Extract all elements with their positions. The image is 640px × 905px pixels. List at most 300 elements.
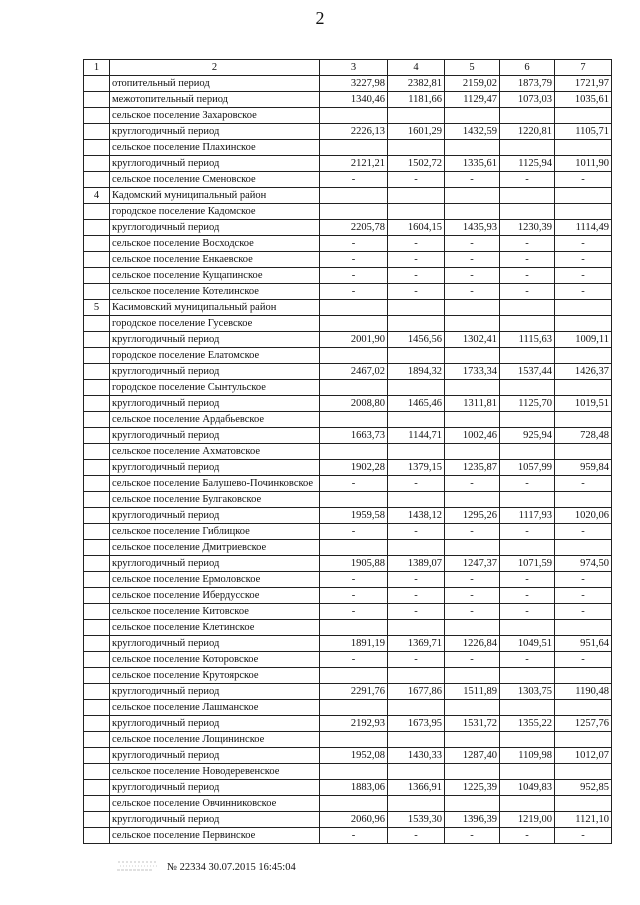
empty-cell: [500, 540, 555, 556]
header-cell: 3: [320, 60, 388, 76]
empty-cell: [320, 316, 388, 332]
value-cell: -: [555, 172, 612, 188]
table-row: [84, 476, 612, 492]
empty-cell: [445, 380, 500, 396]
value-cell: 3227,98: [320, 76, 388, 92]
table-row: [84, 188, 612, 204]
empty-cell: [500, 732, 555, 748]
value-cell: 1601,29: [388, 124, 445, 140]
row-name-cell: сельское поселение Кущапинское: [110, 268, 320, 284]
value-cell: -: [445, 236, 500, 252]
row-number-cell: [84, 764, 110, 780]
value-cell: 1190,48: [555, 684, 612, 700]
row-number-cell: [84, 524, 110, 540]
value-cell: -: [445, 524, 500, 540]
row-name-cell: сельское поселение Балушево-Починковское: [110, 476, 320, 492]
value-cell: 1303,75: [500, 684, 555, 700]
empty-cell: [320, 412, 388, 428]
header-cell: 7: [555, 60, 612, 76]
row-number-cell: [84, 476, 110, 492]
value-cell: -: [388, 284, 445, 300]
value-cell: 951,64: [555, 636, 612, 652]
value-cell: -: [320, 252, 388, 268]
row-name-cell: сельское поселение Захаровское: [110, 108, 320, 124]
table-row: [84, 204, 612, 220]
empty-cell: [320, 140, 388, 156]
value-cell: 2226,13: [320, 124, 388, 140]
table-row: [84, 748, 612, 764]
empty-cell: [388, 764, 445, 780]
empty-cell: [445, 348, 500, 364]
empty-cell: [500, 764, 555, 780]
value-cell: 1905,88: [320, 556, 388, 572]
value-cell: 1219,00: [500, 812, 555, 828]
value-cell: 1959,58: [320, 508, 388, 524]
empty-cell: [555, 412, 612, 428]
value-cell: 2121,21: [320, 156, 388, 172]
empty-cell: [500, 348, 555, 364]
row-name-cell: сельское поселение Лашманское: [110, 700, 320, 716]
row-name-cell: круглогодичный период: [110, 812, 320, 828]
empty-cell: [388, 204, 445, 220]
value-cell: 1105,71: [555, 124, 612, 140]
value-cell: 1883,06: [320, 780, 388, 796]
empty-cell: [555, 108, 612, 124]
empty-cell: [500, 188, 555, 204]
value-cell: 1531,72: [445, 716, 500, 732]
row-number-cell: [84, 316, 110, 332]
value-cell: 1721,97: [555, 76, 612, 92]
row-number-cell: [84, 716, 110, 732]
table-row: [84, 572, 612, 588]
value-cell: -: [500, 572, 555, 588]
row-number-cell: [84, 92, 110, 108]
table-row: [84, 140, 612, 156]
table-row: [84, 716, 612, 732]
empty-cell: [388, 380, 445, 396]
value-cell: 1011,90: [555, 156, 612, 172]
empty-cell: [500, 492, 555, 508]
row-number-cell: [84, 124, 110, 140]
empty-cell: [445, 700, 500, 716]
header-cell: 4: [388, 60, 445, 76]
row-name-cell: сельское поселение Котелинское: [110, 284, 320, 300]
table-row: [84, 732, 612, 748]
empty-cell: [555, 300, 612, 316]
table-row: [84, 828, 612, 844]
empty-cell: [555, 140, 612, 156]
row-name-cell: сельское поселение Клетинское: [110, 620, 320, 636]
empty-cell: [445, 316, 500, 332]
value-cell: 1019,51: [555, 396, 612, 412]
empty-cell: [445, 444, 500, 460]
row-number-cell: [84, 684, 110, 700]
row-name-cell: круглогодичный период: [110, 364, 320, 380]
empty-cell: [500, 444, 555, 460]
value-cell: -: [388, 572, 445, 588]
empty-cell: [388, 412, 445, 428]
row-name-cell: круглогодичный период: [110, 556, 320, 572]
value-cell: 1247,37: [445, 556, 500, 572]
table-row: [84, 604, 612, 620]
value-cell: -: [500, 524, 555, 540]
empty-cell: [388, 108, 445, 124]
row-name-cell: сельское поселение Овчинниковское: [110, 796, 320, 812]
value-cell: 1225,39: [445, 780, 500, 796]
empty-cell: [555, 732, 612, 748]
value-cell: 1438,12: [388, 508, 445, 524]
empty-cell: [445, 492, 500, 508]
value-cell: -: [555, 828, 612, 844]
value-cell: 1114,49: [555, 220, 612, 236]
row-name-cell: сельское поселение Булгаковское: [110, 492, 320, 508]
value-cell: -: [320, 524, 388, 540]
value-cell: 1144,71: [388, 428, 445, 444]
empty-cell: [500, 300, 555, 316]
value-cell: 1430,33: [388, 748, 445, 764]
value-cell: -: [555, 604, 612, 620]
table-row: [84, 700, 612, 716]
empty-cell: [320, 108, 388, 124]
value-cell: -: [445, 588, 500, 604]
table-row: [84, 652, 612, 668]
value-cell: 2192,93: [320, 716, 388, 732]
empty-cell: [388, 140, 445, 156]
value-cell: 1335,61: [445, 156, 500, 172]
row-name-cell: сельское поселение Ермоловское: [110, 572, 320, 588]
value-cell: -: [555, 252, 612, 268]
value-cell: 974,50: [555, 556, 612, 572]
empty-cell: [388, 348, 445, 364]
empty-cell: [320, 540, 388, 556]
empty-cell: [445, 620, 500, 636]
empty-cell: [555, 668, 612, 684]
value-cell: -: [500, 252, 555, 268]
empty-cell: [555, 316, 612, 332]
row-name-cell: круглогодичный период: [110, 508, 320, 524]
row-number-cell: [84, 140, 110, 156]
row-number-cell: [84, 172, 110, 188]
empty-cell: [388, 300, 445, 316]
empty-cell: [445, 796, 500, 812]
empty-cell: [388, 492, 445, 508]
table-row: [84, 108, 612, 124]
empty-cell: [500, 412, 555, 428]
empty-cell: [388, 620, 445, 636]
page-number: 2: [315, 8, 325, 28]
empty-cell: [320, 620, 388, 636]
header-cell: 5: [445, 60, 500, 76]
empty-cell: [388, 796, 445, 812]
row-name-cell: отопительный период: [110, 76, 320, 92]
row-name-cell: сельское поселение Гиблицкое: [110, 524, 320, 540]
row-number-cell: [84, 668, 110, 684]
value-cell: -: [320, 588, 388, 604]
row-name-cell: круглогодичный период: [110, 396, 320, 412]
value-cell: 1295,26: [445, 508, 500, 524]
table-row: [84, 220, 612, 236]
value-cell: -: [500, 284, 555, 300]
table-row: [84, 348, 612, 364]
value-cell: -: [445, 172, 500, 188]
value-cell: 1891,19: [320, 636, 388, 652]
table-row: [84, 396, 612, 412]
table-row: [84, 236, 612, 252]
value-cell: 1020,06: [555, 508, 612, 524]
empty-cell: [320, 700, 388, 716]
value-cell: -: [445, 252, 500, 268]
value-cell: 1604,15: [388, 220, 445, 236]
row-name-cell: круглогодичный период: [110, 428, 320, 444]
row-number-cell: [84, 652, 110, 668]
row-name-cell: круглогодичный период: [110, 124, 320, 140]
table-row: [84, 636, 612, 652]
row-name-cell: сельское поселение Которовское: [110, 652, 320, 668]
value-cell: 1117,93: [500, 508, 555, 524]
table-row: [84, 156, 612, 172]
table-row: [84, 620, 612, 636]
empty-cell: [445, 732, 500, 748]
row-number-cell: [84, 396, 110, 412]
row-name-cell: сельское поселение Ахматовское: [110, 444, 320, 460]
row-number-cell: [84, 380, 110, 396]
row-number-cell: [84, 268, 110, 284]
empty-cell: [555, 492, 612, 508]
header-cell: 1: [84, 60, 110, 76]
value-cell: 1465,46: [388, 396, 445, 412]
row-number-cell: [84, 588, 110, 604]
value-cell: 1109,98: [500, 748, 555, 764]
value-cell: -: [500, 476, 555, 492]
value-cell: 1502,72: [388, 156, 445, 172]
value-cell: -: [555, 268, 612, 284]
empty-cell: [320, 348, 388, 364]
value-cell: -: [388, 828, 445, 844]
value-cell: 2008,80: [320, 396, 388, 412]
value-cell: -: [500, 828, 555, 844]
table-row: [84, 284, 612, 300]
row-number-cell: [84, 236, 110, 252]
empty-cell: [500, 620, 555, 636]
empty-cell: [555, 540, 612, 556]
row-name-cell: городское поселение Гусевское: [110, 316, 320, 332]
value-cell: 1220,81: [500, 124, 555, 140]
table-row: [84, 316, 612, 332]
empty-cell: [500, 796, 555, 812]
value-cell: -: [320, 284, 388, 300]
value-cell: 728,48: [555, 428, 612, 444]
value-cell: 952,85: [555, 780, 612, 796]
value-cell: -: [500, 588, 555, 604]
value-cell: 1115,63: [500, 332, 555, 348]
value-cell: -: [320, 172, 388, 188]
value-cell: -: [388, 268, 445, 284]
row-name-cell: сельское поселение Плахинское: [110, 140, 320, 156]
value-cell: 1673,95: [388, 716, 445, 732]
empty-cell: [555, 796, 612, 812]
row-number-cell: [84, 220, 110, 236]
value-cell: 959,84: [555, 460, 612, 476]
empty-cell: [388, 188, 445, 204]
empty-cell: [320, 204, 388, 220]
value-cell: -: [445, 828, 500, 844]
value-cell: -: [555, 524, 612, 540]
row-name-cell: сельское поселение Новодеревенское: [110, 764, 320, 780]
value-cell: 1389,07: [388, 556, 445, 572]
empty-cell: [445, 188, 500, 204]
row-name-cell: сельское поселение Сменовское: [110, 172, 320, 188]
row-number-cell: [84, 636, 110, 652]
value-cell: -: [555, 588, 612, 604]
value-cell: 2159,02: [445, 76, 500, 92]
value-cell: 1379,15: [388, 460, 445, 476]
value-cell: -: [445, 284, 500, 300]
value-cell: -: [500, 652, 555, 668]
empty-cell: [445, 668, 500, 684]
row-name-cell: сельское поселение Енкаевское: [110, 252, 320, 268]
row-number-cell: [84, 460, 110, 476]
value-cell: -: [320, 572, 388, 588]
empty-cell: [445, 204, 500, 220]
value-cell: -: [388, 236, 445, 252]
empty-cell: [445, 300, 500, 316]
table-row: [84, 76, 612, 92]
row-number-cell: [84, 444, 110, 460]
value-cell: 1181,66: [388, 92, 445, 108]
value-cell: 1235,87: [445, 460, 500, 476]
row-name-cell: круглогодичный период: [110, 716, 320, 732]
empty-cell: [555, 348, 612, 364]
value-cell: 1230,39: [500, 220, 555, 236]
table-row: [84, 92, 612, 108]
table-row: [84, 668, 612, 684]
value-cell: 1435,93: [445, 220, 500, 236]
value-cell: -: [555, 652, 612, 668]
row-number-cell: [84, 732, 110, 748]
value-cell: 1369,71: [388, 636, 445, 652]
value-cell: -: [388, 524, 445, 540]
row-number-cell: [84, 620, 110, 636]
value-cell: -: [388, 172, 445, 188]
row-name-cell: городское поселение Сынтульское: [110, 380, 320, 396]
row-number-cell: [84, 828, 110, 844]
value-cell: -: [500, 604, 555, 620]
table-row: [84, 588, 612, 604]
table-row: [84, 300, 612, 316]
value-cell: 2060,96: [320, 812, 388, 828]
empty-cell: [445, 140, 500, 156]
value-cell: -: [388, 652, 445, 668]
table-row: [84, 540, 612, 556]
empty-cell: [500, 668, 555, 684]
table-row: [84, 268, 612, 284]
value-cell: 2467,02: [320, 364, 388, 380]
row-name-cell: круглогодичный период: [110, 220, 320, 236]
row-number-cell: [84, 364, 110, 380]
table-row: [84, 380, 612, 396]
table-row: [84, 556, 612, 572]
value-cell: 1129,47: [445, 92, 500, 108]
value-cell: 1125,94: [500, 156, 555, 172]
value-cell: 1311,81: [445, 396, 500, 412]
value-cell: 1432,59: [445, 124, 500, 140]
row-number-cell: [84, 556, 110, 572]
value-cell: 1035,61: [555, 92, 612, 108]
row-number-cell: [84, 492, 110, 508]
empty-cell: [388, 316, 445, 332]
empty-cell: [500, 204, 555, 220]
row-name-cell: городское поселение Кадомское: [110, 204, 320, 220]
empty-cell: [320, 732, 388, 748]
row-name-cell: сельское поселение Первинское: [110, 828, 320, 844]
value-cell: -: [320, 652, 388, 668]
row-name-cell: круглогодичный период: [110, 780, 320, 796]
value-cell: -: [388, 588, 445, 604]
table-row: [84, 252, 612, 268]
value-cell: -: [445, 572, 500, 588]
row-number-cell: [84, 748, 110, 764]
row-name-cell: Кадомский муниципальный район: [110, 188, 320, 204]
row-number-cell: [84, 252, 110, 268]
empty-cell: [320, 380, 388, 396]
table-row: [84, 764, 612, 780]
value-cell: 1511,89: [445, 684, 500, 700]
row-number-cell: [84, 700, 110, 716]
value-cell: -: [320, 268, 388, 284]
table-row: [84, 492, 612, 508]
row-number-cell: [84, 284, 110, 300]
empty-cell: [388, 540, 445, 556]
row-number-cell: [84, 332, 110, 348]
row-name-cell: сельское поселение Восходское: [110, 236, 320, 252]
empty-cell: [320, 188, 388, 204]
row-name-cell: сельское поселение Ибердусское: [110, 588, 320, 604]
empty-cell: [555, 764, 612, 780]
value-cell: 1009,11: [555, 332, 612, 348]
table-row: [84, 780, 612, 796]
value-cell: 1366,91: [388, 780, 445, 796]
empty-cell: [500, 700, 555, 716]
empty-cell: [320, 444, 388, 460]
table-row: [84, 364, 612, 380]
value-cell: -: [320, 828, 388, 844]
value-cell: 1226,84: [445, 636, 500, 652]
table-row: [84, 684, 612, 700]
value-cell: -: [320, 476, 388, 492]
empty-cell: [555, 700, 612, 716]
row-number-cell: [84, 156, 110, 172]
value-cell: 1002,46: [445, 428, 500, 444]
row-number-cell: [84, 76, 110, 92]
empty-cell: [388, 732, 445, 748]
value-cell: -: [320, 604, 388, 620]
row-name-cell: сельское поселение Лощининское: [110, 732, 320, 748]
table-row: [84, 796, 612, 812]
empty-cell: [555, 444, 612, 460]
empty-cell: [445, 540, 500, 556]
value-cell: 1396,39: [445, 812, 500, 828]
value-cell: 1355,22: [500, 716, 555, 732]
row-number-cell: 4: [84, 188, 110, 204]
row-number-cell: [84, 540, 110, 556]
row-number-cell: [84, 108, 110, 124]
empty-cell: [555, 620, 612, 636]
value-cell: -: [500, 268, 555, 284]
row-name-cell: сельское поселение Дмитриевское: [110, 540, 320, 556]
value-cell: 1125,70: [500, 396, 555, 412]
value-cell: -: [445, 476, 500, 492]
value-cell: 1677,86: [388, 684, 445, 700]
